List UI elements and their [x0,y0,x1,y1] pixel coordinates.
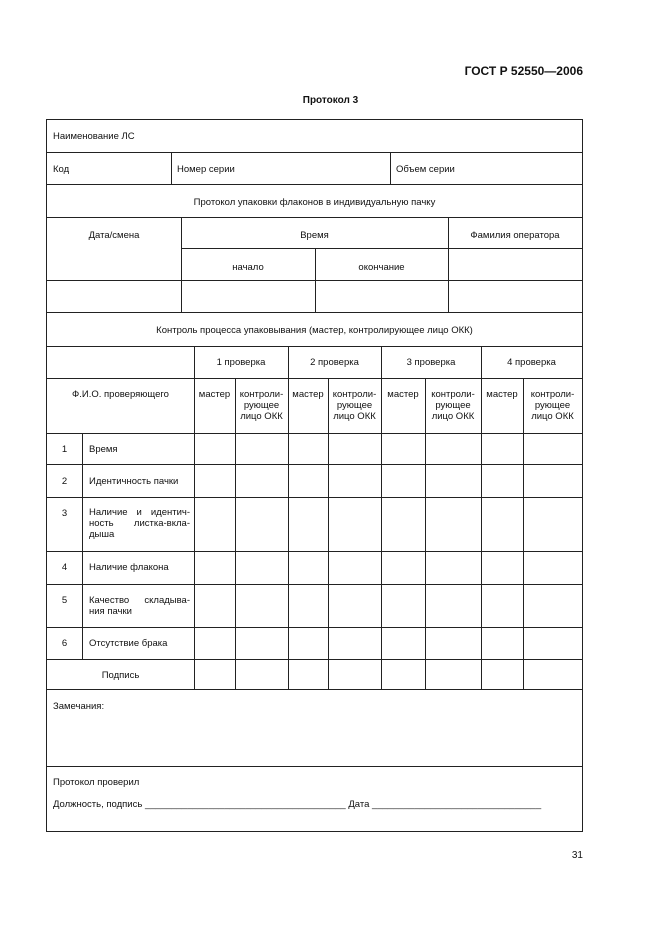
row-label: Наличие и идентич- ность листка-вкла- дыша [89,507,190,540]
position-signature-field[interactable]: Должность, подпись ______________________________________ Дата ________________________________ [53,799,542,810]
time-header: Время [300,230,329,241]
date-shift-header: Дата/смена [88,230,140,241]
end-header: окончание [358,262,405,273]
series-volume-label: Объем серии [396,164,455,175]
standard-number: ГОСТ Р 52550—2006 [464,64,583,78]
qc-person-header: контроли- рующее лицо ОКК [332,389,377,422]
row-number: 5 [61,595,68,606]
row-label: Время [89,444,118,455]
master-header: мастер [486,389,518,400]
master-header: мастер [198,389,231,400]
inspector-label: Ф.И.О. проверяющего [72,389,169,400]
row-label: Отсутствие брака [89,638,168,649]
qc-person-header: контроли- рующее лицо ОКК [239,389,284,422]
row-number: 6 [61,638,68,649]
checked-by-label: Протокол проверил [53,777,140,788]
row-label: Качество складыва- ния пачки [89,595,190,617]
row-number: 4 [61,562,68,573]
protocol-title: Протокол 3 [302,95,359,106]
qc-person-header: контроли- рующее лицо ОКК [431,389,475,422]
section2-title: Контроль процесса упаковывания (мастер, контролирующее лицо ОКК) [156,325,473,336]
row-number: 3 [61,508,68,519]
check-2-header: 2 проверка [310,357,359,368]
code-label: Код [53,164,70,175]
start-header: начало [232,262,264,273]
protocol-form [46,119,583,832]
row-number: 1 [61,444,68,455]
remarks-label: Замечания: [53,701,105,712]
check-4-header: 4 проверка [507,357,556,368]
page-number: 31 [571,850,583,861]
section1-title: Протокол упаковки флаконов в индивидуальную пачку [193,197,436,208]
qc-person-header: контроли- рующее лицо ОКК [530,389,575,422]
master-header: мастер [387,389,419,400]
row-number: 2 [61,476,68,487]
drug-name-label: Наименование ЛС [53,131,135,142]
row-label: Наличие флакона [89,562,169,573]
signature-label: Подпись [101,670,140,681]
master-header: мастер [292,389,324,400]
row-label: Идентичность пачки [89,476,179,487]
series-number-label: Номер серии [177,164,235,175]
check-1-header: 1 проверка [216,357,266,368]
check-3-header: 3 проверка [406,357,456,368]
operator-header: Фамилия оператора [470,230,560,241]
